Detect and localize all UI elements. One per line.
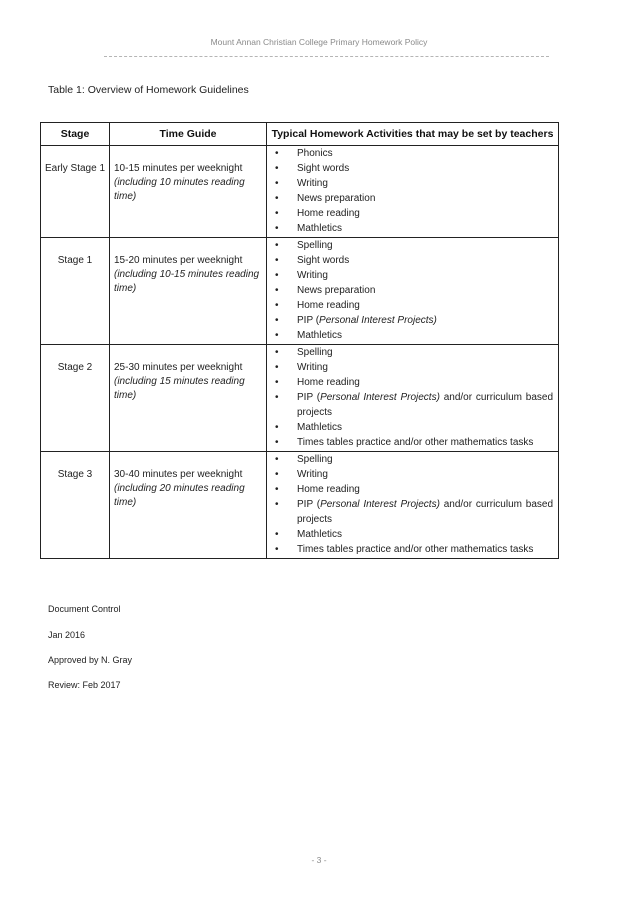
activities-list [267, 452, 553, 557]
activity-item [267, 375, 553, 390]
doc-control-title: Document Control [48, 604, 121, 614]
bullet-icon: • [275, 240, 279, 251]
table-header-row [41, 123, 559, 146]
bullet-icon: • [275, 362, 279, 373]
activities-cell [267, 452, 559, 559]
bullet-icon: • [275, 315, 279, 326]
bullet-icon: • [275, 529, 279, 540]
stage-cell: Stage 1 [41, 238, 110, 345]
activity-item [267, 390, 553, 420]
bullet-icon: • [275, 270, 279, 281]
activity-item [267, 253, 553, 268]
time-guide-text: 10-15 minutes per weeknight [114, 163, 243, 174]
activity-text: News preparation [297, 193, 376, 204]
activities-cell [267, 146, 559, 238]
bullet-icon: • [275, 255, 279, 266]
stage-cell: Early Stage 1 [41, 146, 110, 238]
activity-text: Personal Interest Projects) [320, 392, 440, 403]
table-row [41, 238, 559, 345]
bullet-icon: • [275, 285, 279, 296]
bullet-icon: • [275, 499, 279, 510]
activity-item [267, 452, 553, 467]
activity-item [267, 283, 553, 298]
table-row [41, 146, 559, 238]
activity-item [267, 206, 553, 221]
activity-text: and/or curriculum based projects [297, 499, 554, 525]
activity-text: PIP ( [297, 392, 321, 403]
activity-item [267, 345, 553, 360]
activity-text: Spelling [297, 347, 333, 358]
bullet-icon: • [275, 437, 279, 448]
activity-text: Sight words [297, 255, 350, 266]
activity-item [267, 313, 553, 328]
time-guide-cell [110, 146, 267, 238]
time-guide-note: (including 10-15 minutes reading time) [114, 269, 260, 294]
time-guide-cell [110, 238, 267, 345]
activity-text: Home reading [297, 377, 360, 388]
bullet-icon: • [275, 454, 279, 465]
table-row [41, 452, 559, 559]
bullet-icon: • [275, 422, 279, 433]
table-body [41, 146, 559, 559]
activity-text: Phonics [297, 148, 333, 159]
time-guide-text: 30-40 minutes per weeknight [114, 469, 243, 480]
activity-text: PIP ( [297, 315, 320, 326]
time-guide-note: (including 10 minutes reading time) [114, 177, 245, 202]
activity-text: and/or curriculum based projects [297, 392, 554, 418]
activity-text: Mathletics [297, 529, 343, 540]
activity-item [267, 268, 553, 283]
homework-guidelines-table [40, 122, 559, 559]
time-guide-note: (including 20 minutes reading time) [114, 483, 245, 508]
table-row [41, 345, 559, 452]
activity-text: Sight words [297, 163, 350, 174]
bullet-icon: • [275, 193, 279, 204]
activities-list [267, 345, 553, 450]
activity-text: Mathletics [297, 330, 343, 341]
activity-item [267, 298, 553, 313]
activity-text: Mathletics [297, 422, 343, 433]
activity-text: Home reading [297, 208, 360, 219]
activity-item [267, 527, 553, 542]
doc-control-approved: Approved by N. Gray [48, 655, 133, 665]
time-guide-note: (including 15 minutes reading time) [114, 376, 245, 401]
activity-text: Personal Interest Projects) [319, 315, 437, 326]
activity-text: News preparation [297, 285, 376, 296]
activity-item [267, 497, 553, 527]
activity-text: Home reading [297, 300, 360, 311]
activity-text: Personal Interest Projects) [320, 499, 440, 510]
stage-cell: Stage 3 [41, 452, 110, 559]
activities-cell [267, 238, 559, 345]
header-stage: Stage [41, 123, 110, 146]
page-number: - 3 - [311, 855, 327, 865]
activity-text: Mathletics [297, 223, 343, 234]
stage-cell: Stage 2 [41, 345, 110, 452]
activity-item [267, 191, 553, 206]
time-guide-cell [110, 452, 267, 559]
activity-item [267, 467, 553, 482]
activity-text: Times tables practice and/or other mathematics tasks [297, 544, 534, 555]
table-caption: Table 1: Overview of Homework Guidelines [48, 84, 249, 96]
time-guide-text: 25-30 minutes per weeknight [114, 362, 243, 373]
activity-item [267, 146, 553, 161]
activity-item [267, 176, 553, 191]
activity-item [267, 360, 553, 375]
activity-text: Times tables practice and/or other mathematics tasks [297, 437, 534, 448]
doc-control-review: Review: Feb 2017 [48, 680, 121, 690]
activities-list [267, 238, 553, 343]
activity-item [267, 435, 553, 450]
header-time-guide: Time Guide [110, 123, 267, 146]
activity-text: Writing [297, 469, 328, 480]
bullet-icon: • [275, 208, 279, 219]
bullet-icon: • [275, 377, 279, 388]
activity-item [267, 221, 553, 236]
bullet-icon: • [275, 347, 279, 358]
time-guide-text: 15-20 minutes per weeknight [114, 255, 243, 266]
bullet-icon: • [275, 163, 279, 174]
activity-item [267, 328, 553, 343]
activity-text: Home reading [297, 484, 360, 495]
bullet-icon: • [275, 469, 279, 480]
activity-item [267, 238, 553, 253]
bullet-icon: • [275, 148, 279, 159]
activity-text: Spelling [297, 454, 333, 465]
activity-text: Writing [297, 178, 328, 189]
page-header: Mount Annan Christian College Primary Homework Policy [210, 37, 428, 47]
bullet-icon: • [275, 392, 279, 403]
activity-item [267, 482, 553, 497]
activities-list [267, 146, 553, 236]
bullet-icon: • [275, 223, 279, 234]
activity-item [267, 420, 553, 435]
bullet-icon: • [275, 484, 279, 495]
bullet-icon: • [275, 544, 279, 555]
activities-cell [267, 345, 559, 452]
activity-item [267, 161, 553, 176]
header-activities: Typical Homework Activities that may be set by teachers [267, 123, 559, 146]
activity-text: Writing [297, 362, 328, 373]
header-divider [104, 56, 549, 57]
doc-control-date: Jan 2016 [48, 630, 86, 640]
time-guide-cell [110, 345, 267, 452]
bullet-icon: • [275, 178, 279, 189]
activity-text: Spelling [297, 240, 333, 251]
activity-item [267, 542, 553, 557]
activity-text: PIP ( [297, 499, 321, 510]
bullet-icon: • [275, 300, 279, 311]
activity-text: Writing [297, 270, 328, 281]
bullet-icon: • [275, 330, 279, 341]
